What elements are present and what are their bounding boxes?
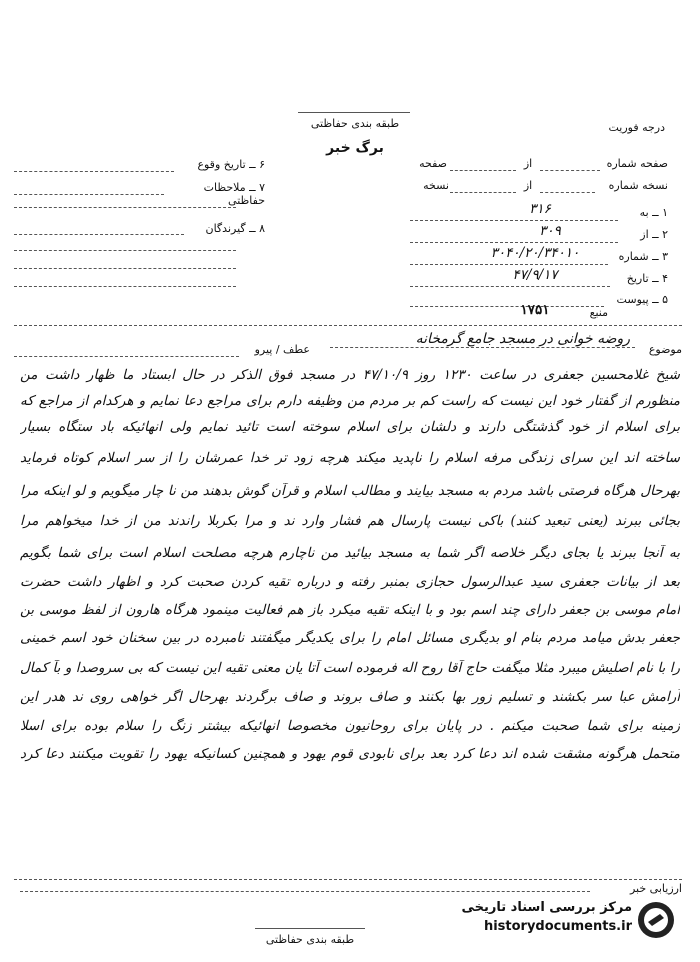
evaluation-label: ارزیابی خبر (629, 882, 682, 895)
watermark-title: مرکز بررسی اسناد تاریخی (461, 900, 632, 915)
date-of-event-label: ۶ ــ تاریخ وقوع (197, 158, 265, 171)
archive-logo-icon (636, 900, 676, 940)
field-from-label: ۲ ــ از (640, 228, 668, 241)
page-number-line (540, 170, 600, 171)
copy-total-line (450, 192, 516, 193)
blank-line-1 (14, 207, 236, 208)
page-word: صفحه (419, 157, 447, 170)
page-total-line (450, 170, 516, 171)
body-line-7: به آنجا ببرند یا بجای دیگر خلاصه اگر شما به مسجد بیائید من ناچارم هرچه مصلحت اسلام است برای شما بگویم (20, 545, 680, 561)
copy-number-label: نسخه شماره (608, 179, 668, 192)
blank-line-4 (14, 286, 236, 287)
recipients-label: ۸ ــ گیرندگان (205, 222, 265, 235)
body-line-13: زمینه برای شما صحبت میکنم . در پایان برای روحانیون مخصوصا انهائیکه بیشتر زنگ را سلام بوده برای اسلا (20, 718, 680, 734)
field-to-label: ۱ ــ به (639, 206, 668, 219)
copy-word: نسخه (423, 179, 449, 192)
field-to-line (410, 220, 618, 221)
field-number-value: ۳۰۴۰/۲۰/۳۴۰۱۰ (490, 245, 580, 261)
field-number-line (410, 264, 608, 265)
classification-bottom-rule (255, 928, 365, 929)
header-separator (14, 325, 682, 326)
reference-line (14, 356, 239, 357)
page-of: از (523, 157, 533, 170)
subject-line (330, 347, 635, 348)
blank-line-2 (14, 250, 236, 251)
watermark (410, 898, 680, 940)
field-from-line (410, 242, 618, 243)
field-number-label: ۳ ــ شماره (618, 250, 668, 263)
footer-separator (14, 879, 682, 880)
priority-label: درجه فوریت (608, 121, 665, 134)
source-value: ۱۷۵۱ (520, 302, 550, 318)
evaluation-line (20, 891, 590, 892)
field-to-value: ۳۱۶ (529, 201, 551, 217)
classification-top: طبقه بندی حفاظتی (310, 117, 400, 130)
page-number-label: صفحه شماره (606, 157, 668, 170)
field-attachment-label: ۵ ــ پیوست (616, 293, 668, 306)
field-date-line (410, 286, 610, 287)
body-line-5: بهرحال هرگاه فرصتی باشد مردم به مسجد بیایند و مطالب اسلام و قرآن گوش بدهند من نا چار میگویم و لو اینکه مرا (20, 483, 680, 499)
classification-bottom: طبقه بندی حفاظتی (265, 933, 355, 946)
body-line-12: آرامش عبا سر بکشند و تسلیم زور بها بکنند و صاف بروند و صاف برگردند بهرحال اگر خواهی روی ند هدر این (20, 689, 680, 705)
field-date-label: ۴ ــ تاریخ (626, 272, 668, 285)
subject-value: روضه خوانی در مسجد جامع گرمخانه (415, 331, 630, 347)
body-line-14: متحمل هرگونه مشقت شده اند دعا کرد بعد برای نابودی قوم یهود و همچنین کسانیکه یهود را تقویت میکنند دعا کرد (20, 746, 680, 762)
body-line-2: منظورم از گفتار خود این نیست که راست کم بر مردم من وظیفه دارم برای مراجع دعا نمایم و هرکدام از مراجع که (20, 393, 680, 409)
body-line-8: بعد از بیانات جعفری سید عبدالرسول حجازی بمنبر رفته و درباره تقیه کردن صحبت کرد و اظهار داشت حضرت (20, 574, 680, 590)
classification-top-rule (298, 112, 410, 113)
reference-label: عطف / پیرو (254, 343, 310, 356)
recipients-line (14, 234, 184, 235)
source-label: منبع (589, 306, 608, 319)
body-line-10: جعفر بدش میامد مردم بنام او بدیگری مسائل امام را برای یکدیگر میگفتند نامبرده در بین سخنان خود اسم خمینی (20, 630, 680, 646)
body-line-1: شیخ غلامحسین جعفری در ساعت ۱۲۳۰ روز ۴۷/۱۰/۹ در مسجد فوق الذکر در حال ابستاد ما ظهار داشت من (20, 367, 680, 383)
blank-line-3 (14, 268, 236, 269)
security-notes-label: ۷ ــ ملاحظات حفاظتی (203, 181, 265, 207)
body-line-11: را با نام اصلیش میبرد مثلا میگفت حاج آقا روح اله فرموده است آتا یان معنی تقیه این نیست که بی سروصدا و بآ کمال (20, 660, 680, 676)
watermark-url: historydocuments.ir (483, 919, 632, 934)
form-title: برگ خبر (326, 140, 384, 156)
copy-number-line (540, 192, 595, 193)
body-line-3: برای اسلام از خود گذشتگی دارند و دلشان برای اسلام سوخته است تائید نمایم ولی انهائیکه باد ستگاه بسیار (20, 419, 680, 435)
copy-of: از (523, 179, 533, 192)
body-line-9: امام موسی بن جعفر دارای چند اسم بود و با اینکه تقیه میکرد باز هم فعالیت مینمود هرگاه هارون از لفظ موسی بن (20, 602, 680, 618)
field-date-value: ۴۷/۹/۱۷ (512, 267, 558, 283)
subject-label: موضوع (648, 343, 682, 356)
date-of-event-line (14, 171, 174, 172)
field-from-value: ۳۰۹ (539, 223, 561, 239)
body-line-4: ساخته اند این سرای زندگی مرفه اسلام را ناپدید میکند هرچه زود تر خدا عمرشان را از سر اسلام کوتاه فرماید (20, 450, 680, 466)
security-notes-line (14, 194, 164, 195)
body-line-6: بجائی ببرند (یعنی تبعید کنند) باکی نیست پارسال هم فشار وارد ند و مرا بکربلا راندند من از خدا میخواهم مرا (20, 513, 680, 529)
